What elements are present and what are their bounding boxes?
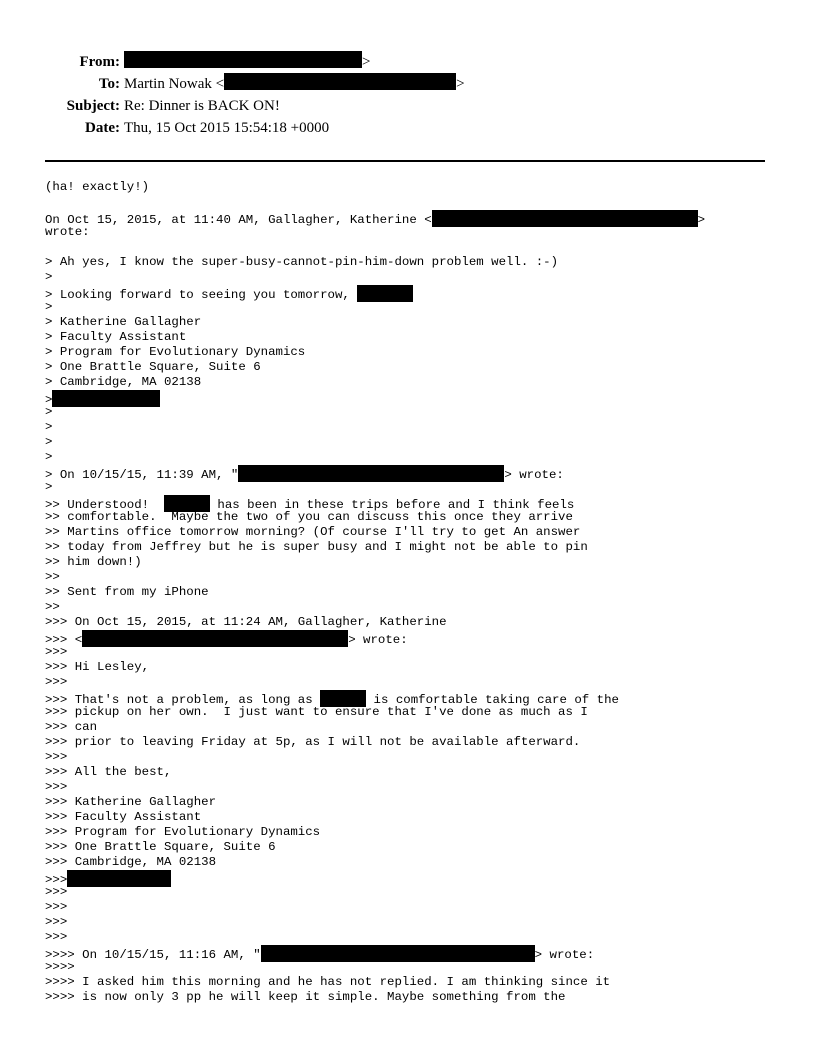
line-text: >> (45, 570, 60, 584)
body-line (45, 420, 785, 435)
line-text: >>> (45, 900, 68, 914)
line-text: >> him down!) (45, 555, 142, 569)
body-line (45, 480, 785, 495)
line-text: wrote: (45, 225, 90, 239)
date-value: Thu, 15 Oct 2015 15:54:18 +0000 (124, 120, 330, 136)
body-line (45, 330, 785, 345)
body-line (45, 510, 785, 525)
body-line (45, 810, 785, 825)
body-line (45, 855, 785, 870)
body-line (45, 225, 785, 240)
line-text: > (45, 300, 53, 314)
body-line (45, 600, 785, 615)
line-text: >>> (45, 675, 68, 689)
body-line (45, 300, 785, 315)
from-value (124, 51, 370, 73)
line-text: > (45, 270, 53, 284)
body-line (45, 630, 785, 645)
line-text-tail: > wrote: (504, 468, 564, 482)
line-text: >> comfortable. Maybe the two of you can discuss this once they arrive (45, 510, 573, 524)
line-text: >>> One Brattle Square, Suite 6 (45, 840, 276, 854)
body-line (45, 780, 785, 795)
subject-row (0, 95, 816, 117)
line-text: > Cambridge, MA 02138 (45, 375, 202, 389)
body-line (45, 255, 785, 270)
redaction-block (124, 51, 362, 68)
line-text: > Ah yes, I know the super-busy-cannot-pin-him-down problem well. :-) (45, 255, 559, 269)
body-line (45, 405, 785, 420)
body-line (45, 375, 785, 390)
line-text: >>> (45, 873, 68, 887)
body-line (45, 555, 785, 570)
header-divider (45, 160, 765, 162)
line-text: >>> Faculty Assistant (45, 810, 202, 824)
body-line (45, 960, 785, 975)
redaction-block (67, 870, 171, 887)
line-text: >>> (45, 915, 68, 929)
body-line (45, 765, 785, 780)
body-line (45, 270, 785, 285)
body-line (45, 660, 785, 675)
line-text: > Looking forward to seeing you tomorrow, (45, 288, 358, 302)
line-text: >> Understood! (45, 498, 164, 512)
line-text: >> Martins office tomorrow morning? (Of course I'll try to get An answer (45, 525, 581, 539)
subject-value: Re: Dinner is BACK ON! (124, 98, 280, 114)
body-line (45, 975, 785, 990)
line-text: > One Brattle Square, Suite 6 (45, 360, 261, 374)
body-line (45, 615, 785, 630)
body-line (45, 360, 785, 375)
from-label: From: (79, 54, 120, 70)
line-text: > Program for Evolutionary Dynamics (45, 345, 306, 359)
redaction-block (82, 630, 348, 647)
from-suffix: > (362, 54, 371, 70)
line-text: >> Sent from my iPhone (45, 585, 209, 599)
redaction-block (432, 210, 698, 227)
line-text: >>> can (45, 720, 98, 734)
body-line (45, 690, 785, 705)
body-line (45, 540, 785, 555)
body-line (45, 195, 785, 210)
body-line (45, 945, 785, 960)
line-text: >>> Program for Evolutionary Dynamics (45, 825, 321, 839)
body-line (45, 495, 785, 510)
to-suffix: > (456, 76, 465, 92)
redaction-block (357, 285, 413, 302)
body-line (45, 465, 785, 480)
line-text: >> today from Jeffrey but he is super busy and I might not be able to pin (45, 540, 588, 554)
line-text: > (45, 420, 53, 434)
body-line (45, 210, 785, 225)
line-text: > On 10/15/15, 11:39 AM, " (45, 468, 239, 482)
body-line (45, 825, 785, 840)
line-text-tail: is comfortable taking care of the (366, 693, 619, 707)
line-text: >>> < (45, 633, 83, 647)
to-value (124, 73, 465, 95)
body-line (45, 735, 785, 750)
line-text: >> (45, 600, 60, 614)
from-row (0, 51, 816, 73)
line-text: >>> (45, 645, 68, 659)
line-text: > Katherine Gallagher (45, 315, 202, 329)
line-text: (ha! exactly!) (45, 180, 150, 194)
line-text: >>> All the best, (45, 765, 172, 779)
line-text: >>> pickup on her own. I just want to ensure that I've done as much as I (45, 705, 588, 719)
line-text: >>> (45, 885, 68, 899)
body-line (45, 915, 785, 930)
body-line (45, 705, 785, 720)
line-text: >>> Katherine Gallagher (45, 795, 217, 809)
body-line (45, 390, 785, 405)
line-text-tail: has been in these trips before and I think feels (209, 498, 575, 512)
body-line (45, 345, 785, 360)
date-label: Date: (85, 120, 120, 136)
line-text: > (45, 405, 53, 419)
line-text: > (45, 393, 53, 407)
body-line (45, 435, 785, 450)
line-text: >>> (45, 780, 68, 794)
line-text-tail: > wrote: (534, 948, 595, 962)
body-line (45, 240, 785, 255)
line-text-tail: > wrote: (348, 633, 408, 647)
line-text: >>> That's not a problem, as long as (45, 693, 321, 707)
line-text: >>>> On 10/15/15, 11:16 AM, " (45, 948, 261, 962)
line-text: > Faculty Assistant (45, 330, 187, 344)
body-line (45, 675, 785, 690)
line-text: >>> Hi Lesley, (45, 660, 150, 674)
redaction-block (261, 945, 535, 962)
redaction-block (52, 390, 160, 407)
body-line (45, 285, 785, 300)
redaction-block (238, 465, 504, 482)
line-text: >>> On Oct 15, 2015, at 11:24 AM, Gallagher, Katherine (45, 615, 447, 629)
line-text: On Oct 15, 2015, at 11:40 AM, Gallagher, Katherine < (45, 213, 432, 227)
line-text: >>>> (45, 960, 75, 974)
line-text: > (45, 435, 53, 449)
body-line (45, 750, 785, 765)
body-line (45, 900, 785, 915)
body-line (45, 585, 785, 600)
body-line (45, 885, 785, 900)
line-text: >>> (45, 930, 68, 944)
line-text: > (45, 480, 53, 494)
body-line (45, 645, 785, 660)
body-line (45, 930, 785, 945)
to-name: Martin Nowak < (124, 76, 225, 92)
redaction-block (224, 73, 456, 90)
email-body (45, 180, 785, 1005)
line-text-tail: > (697, 213, 706, 227)
date-row (0, 117, 816, 139)
line-text: > (45, 450, 53, 464)
body-line (45, 315, 785, 330)
body-line (45, 870, 785, 885)
line-text: >>>> is now only 3 pp he will keep it simple. Maybe something from the (45, 990, 566, 1004)
body-line (45, 840, 785, 855)
body-line (45, 180, 785, 195)
body-line (45, 990, 785, 1005)
body-line (45, 525, 785, 540)
to-label: To: (98, 76, 120, 92)
subject-label: Subject: (66, 98, 120, 114)
line-text: >>> prior to leaving Friday at 5p, as I will not be available afterward. (45, 735, 581, 749)
body-line (45, 570, 785, 585)
line-text: >>> (45, 750, 68, 764)
line-text: >>> Cambridge, MA 02138 (45, 855, 217, 869)
to-row (0, 73, 816, 95)
line-text: >>>> I asked him this morning and he has not replied. I am thinking since it (45, 975, 611, 989)
body-line (45, 795, 785, 810)
body-line (45, 720, 785, 735)
body-line (45, 450, 785, 465)
